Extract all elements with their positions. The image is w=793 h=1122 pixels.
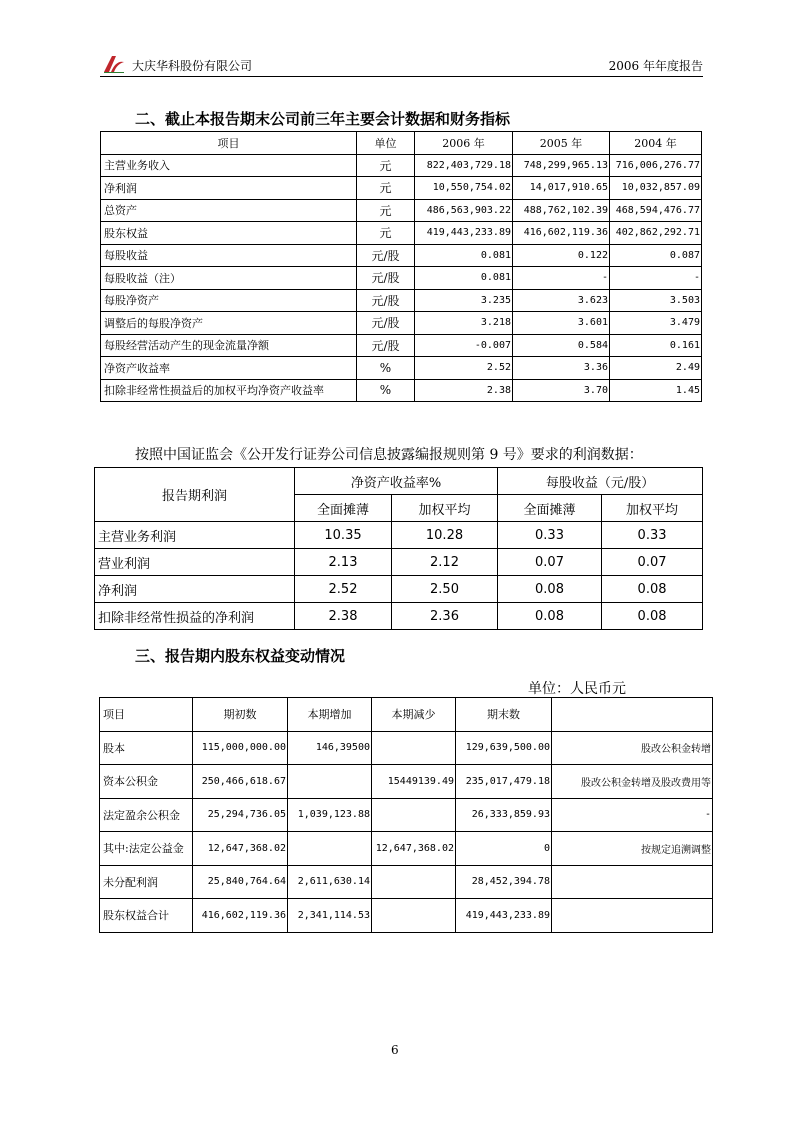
value-decrease <box>372 798 456 832</box>
value-begin: 416,602,119.36 <box>193 899 288 933</box>
row-item-label: 资本公积金 <box>100 765 193 799</box>
value-2006: 0.081 <box>415 244 513 267</box>
value-2006: 2.52 <box>415 357 513 380</box>
table-header-row <box>95 468 703 495</box>
value-diluted-eps: 0.08 <box>498 603 602 630</box>
value-2004: 3.479 <box>610 312 702 335</box>
value-2004: 402,862,292.71 <box>610 222 702 245</box>
value-2005: 0.122 <box>513 244 610 267</box>
value-weighted-roe: 2.12 <box>392 549 498 576</box>
value-decrease: 15449139.49 <box>372 765 456 799</box>
value-weighted-eps: 0.07 <box>602 549 703 576</box>
table-header-row <box>101 132 702 155</box>
row-unit: % <box>357 379 415 402</box>
value-diluted-eps: 0.33 <box>498 522 602 549</box>
col-header-2004: 2004 年 <box>610 132 702 155</box>
value-begin: 12,647,368.02 <box>193 832 288 866</box>
page-header <box>100 50 703 77</box>
value-2004: 716,006,276.77 <box>610 154 702 177</box>
table-row <box>101 244 702 267</box>
value-increase: 2,611,630.14 <box>288 865 372 899</box>
unit-note: 单位：人民币元 <box>528 681 626 697</box>
table-row <box>101 154 702 177</box>
financial-indicators-table <box>100 131 702 402</box>
col-header-increase: 本期增加 <box>288 698 372 732</box>
table-row <box>101 312 702 335</box>
row-unit: % <box>357 357 415 380</box>
value-increase: 2,341,114.53 <box>288 899 372 933</box>
row-item-label: 扣除非经常性损益后的加权平均净资产收益率 <box>101 379 357 402</box>
value-begin: 250,466,618.67 <box>193 765 288 799</box>
value-diluted-roe: 10.35 <box>295 522 392 549</box>
value-end: 0 <box>456 832 552 866</box>
value-2004: 0.161 <box>610 334 702 357</box>
row-item-label: 每股经营活动产生的现金流量净额 <box>101 334 357 357</box>
value-weighted-roe: 2.36 <box>392 603 498 630</box>
value-diluted-roe: 2.13 <box>295 549 392 576</box>
table-row <box>100 798 713 832</box>
row-note: 股改公积金转增 <box>552 731 713 765</box>
value-2005: 416,602,119.36 <box>513 222 610 245</box>
col-header-report-profit: 报告期利润 <box>95 468 295 522</box>
row-item-label: 每股收益 <box>101 244 357 267</box>
row-item-label: 净利润 <box>101 177 357 200</box>
row-item-label: 股本 <box>100 731 193 765</box>
table-row <box>100 832 713 866</box>
value-2004: - <box>610 267 702 290</box>
value-2005: 3.623 <box>513 289 610 312</box>
value-2006: 419,443,233.89 <box>415 222 513 245</box>
row-item-label: 调整后的每股净资产 <box>101 312 357 335</box>
col-group-roe: 净资产收益率% <box>295 468 498 495</box>
value-2004: 1.45 <box>610 379 702 402</box>
table-row <box>101 379 702 402</box>
value-weighted-roe: 2.50 <box>392 576 498 603</box>
page-number: 6 <box>391 1043 399 1057</box>
col-header-2005: 2005 年 <box>513 132 610 155</box>
row-unit: 元 <box>357 199 415 222</box>
col-header-2006: 2006 年 <box>415 132 513 155</box>
table-header-row <box>100 698 713 732</box>
table-row <box>100 899 713 933</box>
value-2005: 3.36 <box>513 357 610 380</box>
row-unit: 元/股 <box>357 244 415 267</box>
row-unit: 元 <box>357 222 415 245</box>
row-unit: 元/股 <box>357 267 415 290</box>
value-2006: -0.007 <box>415 334 513 357</box>
row-item-label: 主营业务利润 <box>95 522 295 549</box>
row-note <box>552 899 713 933</box>
row-unit: 元/股 <box>357 334 415 357</box>
col-header-begin: 期初数 <box>193 698 288 732</box>
row-unit: 元 <box>357 177 415 200</box>
value-2005: 0.584 <box>513 334 610 357</box>
value-2006: 2.38 <box>415 379 513 402</box>
value-diluted-roe: 2.38 <box>295 603 392 630</box>
value-end: 419,443,233.89 <box>456 899 552 933</box>
row-item-label: 股东权益合计 <box>100 899 193 933</box>
row-item-label: 总资产 <box>101 199 357 222</box>
row-item-label: 主营业务收入 <box>101 154 357 177</box>
row-note: 按规定追溯调整 <box>552 832 713 866</box>
value-end: 28,452,394.78 <box>456 865 552 899</box>
value-2004: 468,594,476.77 <box>610 199 702 222</box>
col-sub-diluted-roe: 全面摊薄 <box>295 495 392 522</box>
value-weighted-eps: 0.33 <box>602 522 703 549</box>
table-row <box>101 357 702 380</box>
company-logo-icon <box>102 52 126 74</box>
col-header-end: 期末数 <box>456 698 552 732</box>
col-header-unit: 单位 <box>357 132 415 155</box>
col-sub-weighted-eps: 加权平均 <box>602 495 703 522</box>
profit-data-table <box>94 467 703 630</box>
col-sub-weighted-roe: 加权平均 <box>392 495 498 522</box>
value-2005: 488,762,102.39 <box>513 199 610 222</box>
value-2005: 748,299,965.13 <box>513 154 610 177</box>
table-row <box>95 603 703 630</box>
report-title: 2006 年年度报告 <box>608 59 703 73</box>
section2-title: 二、截止本报告期末公司前三年主要会计数据和财务指标 <box>135 110 511 128</box>
col-header-note <box>552 698 713 732</box>
value-2006: 822,403,729.18 <box>415 154 513 177</box>
row-note: - <box>552 798 713 832</box>
section3-title: 三、报告期内股东权益变动情况 <box>135 647 346 665</box>
table-row <box>100 865 713 899</box>
value-decrease <box>372 899 456 933</box>
value-diluted-roe: 2.52 <box>295 576 392 603</box>
row-item-label: 每股收益（注） <box>101 267 357 290</box>
value-2006: 486,563,903.22 <box>415 199 513 222</box>
table-row <box>95 576 703 603</box>
value-2004: 3.503 <box>610 289 702 312</box>
row-item-label: 扣除非经常性损益的净利润 <box>95 603 295 630</box>
value-decrease <box>372 865 456 899</box>
value-2004: 10,032,857.09 <box>610 177 702 200</box>
row-item-label: 净利润 <box>95 576 295 603</box>
value-2006: 3.235 <box>415 289 513 312</box>
value-end: 235,017,479.18 <box>456 765 552 799</box>
value-diluted-eps: 0.07 <box>498 549 602 576</box>
value-weighted-eps: 0.08 <box>602 576 703 603</box>
row-item-label: 法定盈余公积金 <box>100 798 193 832</box>
value-2004: 0.087 <box>610 244 702 267</box>
row-unit: 元/股 <box>357 289 415 312</box>
value-end: 26,333,859.93 <box>456 798 552 832</box>
value-2006: 3.218 <box>415 312 513 335</box>
value-weighted-roe: 10.28 <box>392 522 498 549</box>
value-begin: 115,000,000.00 <box>193 731 288 765</box>
value-2006: 0.081 <box>415 267 513 290</box>
col-header-item: 项目 <box>101 132 357 155</box>
value-2004: 2.49 <box>610 357 702 380</box>
table-row <box>95 522 703 549</box>
value-begin: 25,294,736.05 <box>193 798 288 832</box>
table-row <box>101 222 702 245</box>
table-row <box>101 177 702 200</box>
value-begin: 25,840,764.64 <box>193 865 288 899</box>
table-row <box>101 334 702 357</box>
row-note: 股改公积金转增及股改费用等 <box>552 765 713 799</box>
value-2005: 14,017,910.65 <box>513 177 610 200</box>
value-diluted-eps: 0.08 <box>498 576 602 603</box>
value-weighted-eps: 0.08 <box>602 603 703 630</box>
value-increase <box>288 832 372 866</box>
value-end: 129,639,500.00 <box>456 731 552 765</box>
value-increase: 146,39500 <box>288 731 372 765</box>
row-item-label: 未分配利润 <box>100 865 193 899</box>
table-row <box>101 267 702 290</box>
row-item-label: 营业利润 <box>95 549 295 576</box>
company-name: 大庆华科股份有限公司 <box>132 59 253 73</box>
table-row <box>100 731 713 765</box>
row-item-label: 股东权益 <box>101 222 357 245</box>
table-row <box>100 765 713 799</box>
col-group-eps: 每股收益（元/股） <box>498 468 703 495</box>
value-decrease: 12,647,368.02 <box>372 832 456 866</box>
row-item-label: 其中:法定公益金 <box>100 832 193 866</box>
row-note <box>552 865 713 899</box>
value-2005: - <box>513 267 610 290</box>
profit-intro-text: 按照中国证监会《公开发行证券公司信息披露编报规则第 9 号》要求的利润数据： <box>135 447 643 463</box>
value-2005: 3.601 <box>513 312 610 335</box>
equity-change-table <box>99 697 713 933</box>
col-header-item: 项目 <box>100 698 193 732</box>
col-sub-diluted-eps: 全面摊薄 <box>498 495 602 522</box>
value-increase <box>288 765 372 799</box>
value-2005: 3.70 <box>513 379 610 402</box>
col-header-decrease: 本期减少 <box>372 698 456 732</box>
table-row <box>101 289 702 312</box>
row-item-label: 净资产收益率 <box>101 357 357 380</box>
value-2006: 10,550,754.02 <box>415 177 513 200</box>
row-unit: 元/股 <box>357 312 415 335</box>
value-decrease <box>372 731 456 765</box>
table-row <box>95 549 703 576</box>
row-item-label: 每股净资产 <box>101 289 357 312</box>
value-increase: 1,039,123.88 <box>288 798 372 832</box>
row-unit: 元 <box>357 154 415 177</box>
table-row <box>101 199 702 222</box>
